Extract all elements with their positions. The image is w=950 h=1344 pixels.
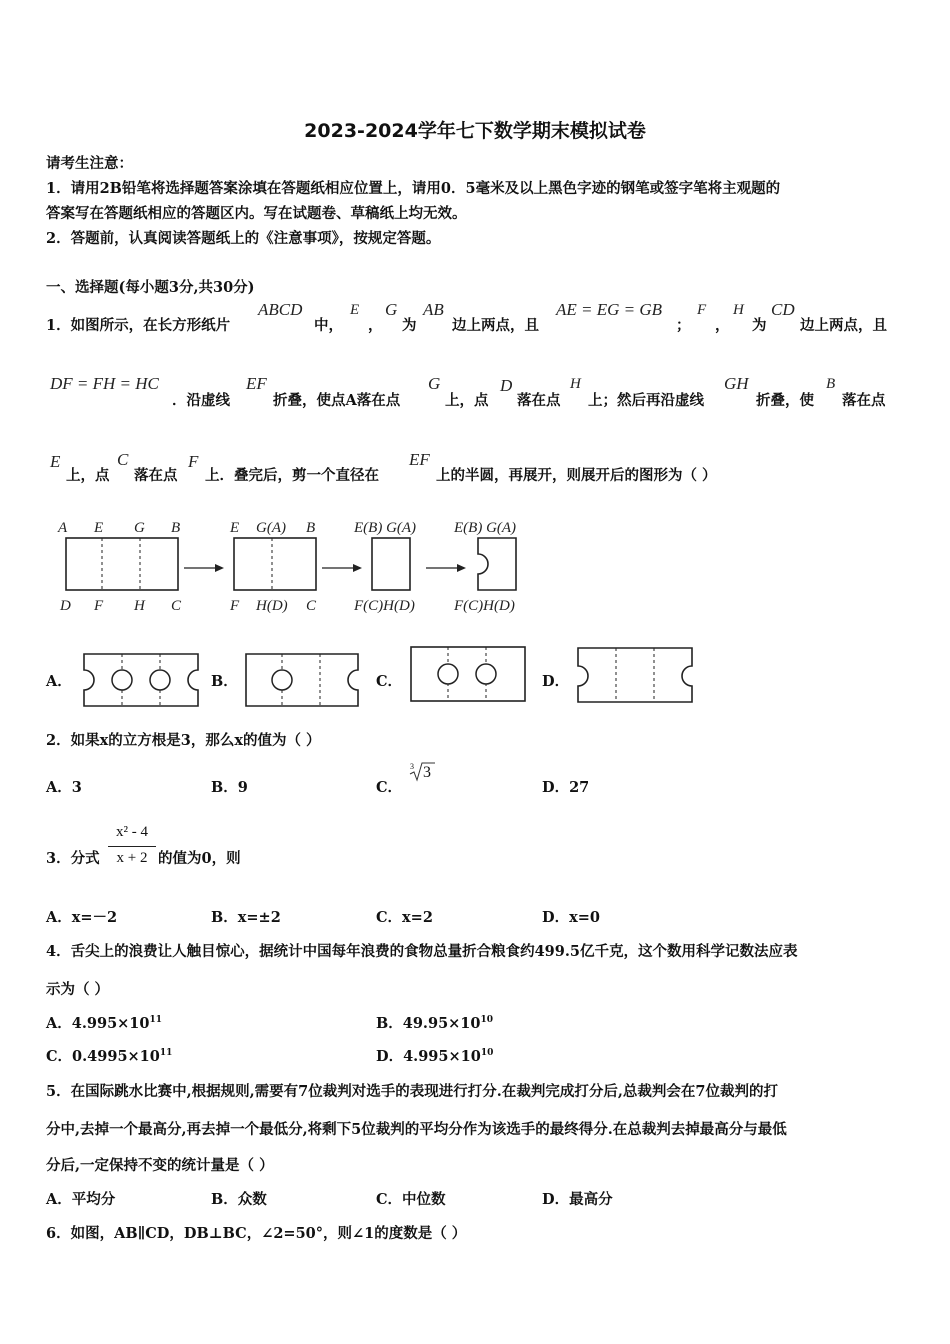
q2-option-d: D．27: [542, 779, 590, 796]
q1-text: 折叠，使: [756, 392, 814, 409]
q1-math: E: [50, 452, 61, 471]
fig-label: F(C)H(D): [454, 598, 515, 614]
arrow-head: [353, 564, 362, 572]
q1-math: AE = EG = GB: [556, 300, 663, 319]
q5-option-d: D．最高分: [542, 1191, 613, 1208]
fig-label: E: [230, 520, 240, 536]
q1-math: F: [697, 302, 707, 318]
q3-option-b: B．x=±2: [211, 909, 281, 926]
notice-line-3: 2．答题前，认真阅读答题纸上的《注意事项》，按规定答题。: [46, 230, 441, 247]
q1-text: 上，点: [445, 392, 489, 409]
q5-option-b: B．众数: [211, 1191, 267, 1208]
q1-text: 1．如图所示，在长方形纸片: [46, 317, 231, 334]
notice-line-1: 1．请用2B铅笔将选择题答案涂填在答题纸相应位置上，请用0．5毫米及以上黑色字迹的钢笔或签字笔将主观题的: [46, 180, 781, 197]
q4-option-a: [46, 1012, 162, 1033]
q1-option-d-figure: [574, 644, 696, 706]
q1-text: 为: [402, 317, 417, 334]
q1-math: GH: [724, 374, 749, 393]
arrow-head: [457, 564, 466, 572]
q2-option-b: B．9: [211, 779, 248, 796]
fig-label: B: [171, 520, 181, 536]
q4-option-d-text: D．4.995×10: [376, 1048, 481, 1065]
fig-label: F(C)H(D): [354, 598, 415, 614]
q1-math: H: [733, 302, 744, 318]
q1-option-b-label: B．: [211, 673, 238, 690]
q3-option-a: A．x=－2: [46, 909, 118, 926]
q5-line-2: 分中,去掉一个最高分,再去掉一个最低分,将剩下5位裁判的平均分作为该选手的最终得分.在总裁判去掉最高分与最低: [46, 1121, 787, 1138]
cut-panel-4: [478, 538, 516, 590]
q1-text: 边上两点，且: [452, 317, 539, 334]
q3-denominator: x + 2: [116, 850, 148, 866]
q4-option-b-text: B．49.95×10: [376, 1015, 481, 1032]
q1-text: ，: [368, 317, 383, 334]
fig-label: C: [306, 598, 317, 614]
q1-text: ；: [676, 317, 691, 334]
q1-text: 上，点: [66, 467, 110, 484]
radical-index: 3: [410, 762, 414, 771]
q3-stem-post: 的值为0，则: [158, 850, 241, 867]
fig-label: A: [58, 520, 68, 536]
notice-heading: 请考生注意：: [46, 155, 133, 172]
q1-option-a-figure: [80, 650, 202, 710]
q5-line-3: 分后,一定保持不变的统计量是（ ）: [46, 1157, 274, 1174]
radical-sign: [408, 760, 436, 784]
q3-numerator: x² - 4: [116, 824, 148, 840]
q5-option-c: C．中位数: [376, 1191, 446, 1208]
arrow-head: [215, 564, 224, 572]
q4-option-a-exp: 11: [149, 1015, 163, 1026]
fig-label: C: [171, 598, 182, 614]
q4-option-d-exp: 10: [480, 1048, 494, 1059]
q4-option-c-text: C．0.4995×10: [46, 1048, 160, 1065]
folding-diagram: [50, 512, 550, 618]
q4-option-b-exp: 10: [480, 1015, 494, 1026]
q3-stem-pre: 3．分式: [46, 850, 100, 867]
q1-math: DF = FH = HC: [50, 374, 159, 393]
q4-line-1: 4．舌尖上的浪费让人触目惊心，据统计中国每年浪费的食物总量折合粮食约499.5亿千克，这个数用科学记数法应表: [46, 943, 798, 960]
fig-label: E: [94, 520, 104, 536]
q1-option-b-figure: [242, 650, 362, 710]
fig-label: G(A): [256, 520, 286, 536]
radicand: 3: [423, 764, 431, 781]
q1-text: 为: [752, 317, 767, 334]
q1-text: 边上两点，且: [800, 317, 887, 334]
q1-math: D: [500, 376, 513, 395]
q4-line-2: 示为（ ）: [46, 981, 110, 998]
q1-text: 落在点: [842, 392, 886, 409]
fig-label: E(B) G(A): [454, 520, 517, 536]
page-title: 2023-2024学年七下数学期末模拟试卷: [304, 120, 646, 142]
section-heading: 一、选择题(每小题3分,共30分): [46, 279, 255, 296]
q1-math: G: [385, 300, 398, 319]
q1-math: AB: [423, 300, 444, 319]
fig-label: D: [60, 598, 71, 614]
fig-label: H(D): [256, 598, 288, 614]
q2-option-a: A．3: [46, 779, 82, 796]
q2-stem: 2．如果x的立方根是3，那么x的值为（ ）: [46, 732, 321, 749]
rectangle-panel-3: [372, 538, 410, 590]
q1-option-a-label: A．: [46, 673, 72, 690]
q1-math: H: [570, 376, 581, 392]
q1-math: E: [350, 302, 360, 318]
fig-label: F: [230, 598, 240, 614]
q1-text: ，: [715, 317, 730, 334]
q3-option-d: D．x=0: [542, 909, 600, 926]
q4-option-c: [46, 1045, 172, 1066]
q1-math: CD: [771, 300, 795, 319]
q1-text: 上的半圆，再展开，则展开后的图形为（ ）: [436, 467, 717, 484]
q4-option-b: [376, 1012, 493, 1033]
q5-option-a: A．平均分: [46, 1191, 116, 1208]
q1-math: EF: [409, 450, 430, 469]
q1-text: 折叠，使点A落在点: [273, 392, 401, 409]
q1-math: F: [188, 452, 199, 471]
rectangle-panel-1: [66, 538, 178, 590]
q1-text: 落在点: [134, 467, 178, 484]
q1-math: ABCD: [258, 300, 303, 319]
rectangle-panel-2: [234, 538, 316, 590]
q6-stem: 6．如图，AB∥CD，DB⊥BC，∠2=50°，则∠1的度数是（ ）: [46, 1225, 467, 1242]
q1-math: C: [117, 450, 129, 469]
q1-math: G: [428, 374, 441, 393]
fig-label: F: [94, 598, 104, 614]
q3-option-c: C．x=2: [376, 909, 433, 926]
q1-option-c-label: C．: [376, 673, 403, 690]
q5-line-1: 5．在国际跳水比赛中,根据规则,需要有7位裁判对选手的表现进行打分.在裁判完成打分后,总裁判会在7位裁判的打: [46, 1083, 778, 1100]
q1-option-d-label: D．: [542, 673, 570, 690]
fig-label: B: [306, 520, 316, 536]
q4-option-d: [376, 1045, 493, 1066]
q1-text: 中，: [314, 317, 343, 334]
fig-label: E(B) G(A): [354, 520, 417, 536]
q4-option-c-exp: 11: [159, 1048, 173, 1059]
q1-text: 上；然后再沿虚线: [588, 392, 704, 409]
fig-label: H: [134, 598, 145, 614]
q1-text: 落在点: [517, 392, 561, 409]
q1-text: 上．叠完后，剪一个直径在: [205, 467, 379, 484]
q4-option-a-text: A．4.995×10: [46, 1015, 150, 1032]
q2-option-c-label: C．: [376, 779, 403, 796]
q1-math: EF: [246, 374, 267, 393]
fig-label: G: [134, 520, 145, 536]
fraction-bar: [108, 846, 156, 847]
notice-line-2: 答案写在答题纸相应的答题区内。写在试题卷、草稿纸上均无效。: [46, 205, 467, 222]
q1-text: ．沿虚线: [172, 392, 230, 409]
q1-option-c-figure: [408, 644, 528, 704]
q1-math: B: [826, 376, 836, 392]
